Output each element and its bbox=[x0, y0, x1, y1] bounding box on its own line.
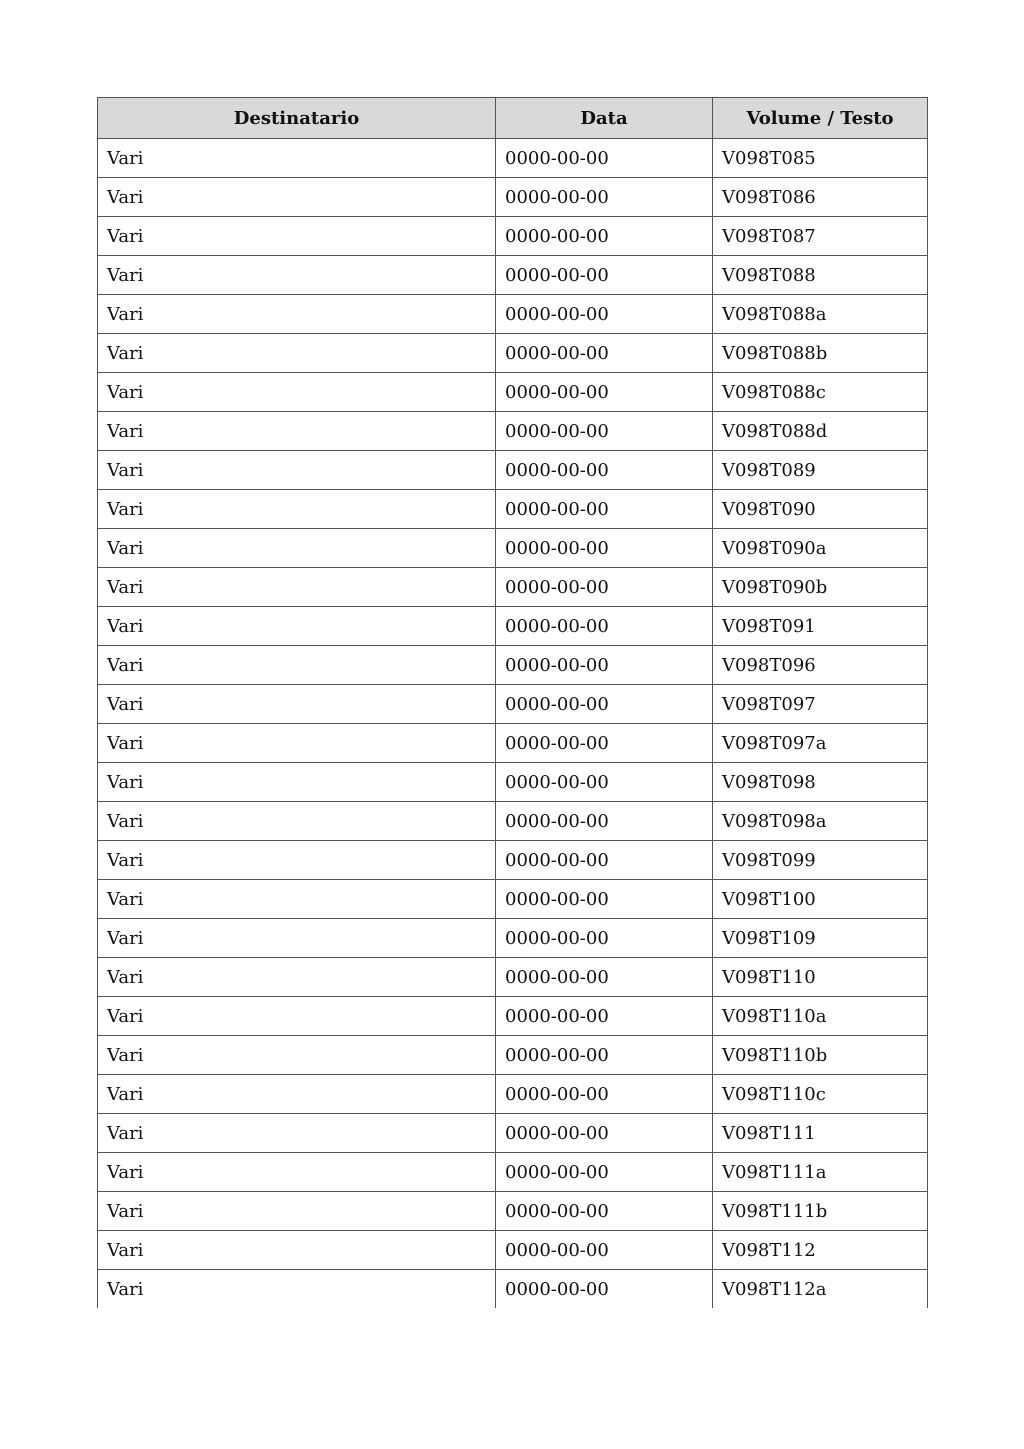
volume-text-cell: V098T098a bbox=[713, 802, 928, 841]
volume-text-cell: V098T098 bbox=[713, 763, 928, 802]
volume-text-cell: V098T087 bbox=[713, 217, 928, 256]
recipient-cell: Vari bbox=[98, 1192, 496, 1231]
volume-text-cell: V098T112a bbox=[713, 1270, 928, 1309]
date-cell: 0000-00-00 bbox=[496, 841, 713, 880]
table-row bbox=[98, 451, 928, 490]
date-cell: 0000-00-00 bbox=[496, 256, 713, 295]
volume-text-cell: V098T097 bbox=[713, 685, 928, 724]
recipient-cell: Vari bbox=[98, 841, 496, 880]
date-cell: 0000-00-00 bbox=[496, 1075, 713, 1114]
table-row bbox=[98, 919, 928, 958]
column-header-destinatario: Destinatario bbox=[98, 98, 496, 139]
volume-text-cell: V098T099 bbox=[713, 841, 928, 880]
header-row bbox=[98, 98, 928, 139]
date-cell: 0000-00-00 bbox=[496, 529, 713, 568]
table-row bbox=[98, 1270, 928, 1309]
date-cell: 0000-00-00 bbox=[496, 373, 713, 412]
table-row bbox=[98, 139, 928, 178]
volume-text-cell: V098T088c bbox=[713, 373, 928, 412]
table-row bbox=[98, 1231, 928, 1270]
volume-text-cell: V098T112 bbox=[713, 1231, 928, 1270]
date-cell: 0000-00-00 bbox=[496, 1192, 713, 1231]
table-row bbox=[98, 334, 928, 373]
volume-text-cell: V098T111b bbox=[713, 1192, 928, 1231]
table-body bbox=[98, 139, 928, 1309]
volume-text-cell: V098T086 bbox=[713, 178, 928, 217]
recipient-cell: Vari bbox=[98, 1270, 496, 1309]
recipient-cell: Vari bbox=[98, 919, 496, 958]
recipient-cell: Vari bbox=[98, 529, 496, 568]
date-cell: 0000-00-00 bbox=[496, 1153, 713, 1192]
recipient-cell: Vari bbox=[98, 490, 496, 529]
table-row bbox=[98, 880, 928, 919]
column-header-data: Data bbox=[496, 98, 713, 139]
volume-text-cell: V098T085 bbox=[713, 139, 928, 178]
recipient-cell: Vari bbox=[98, 139, 496, 178]
table-row bbox=[98, 217, 928, 256]
table-row bbox=[98, 490, 928, 529]
date-cell: 0000-00-00 bbox=[496, 334, 713, 373]
table-row bbox=[98, 529, 928, 568]
table-row bbox=[98, 1153, 928, 1192]
recipient-cell: Vari bbox=[98, 763, 496, 802]
date-cell: 0000-00-00 bbox=[496, 919, 713, 958]
recipient-cell: Vari bbox=[98, 568, 496, 607]
date-cell: 0000-00-00 bbox=[496, 724, 713, 763]
table-row bbox=[98, 1192, 928, 1231]
volume-text-cell: V098T088 bbox=[713, 256, 928, 295]
recipient-cell: Vari bbox=[98, 451, 496, 490]
volume-text-cell: V098T088b bbox=[713, 334, 928, 373]
volume-text-cell: V098T110 bbox=[713, 958, 928, 997]
table-row bbox=[98, 841, 928, 880]
volume-text-cell: V098T111 bbox=[713, 1114, 928, 1153]
recipient-cell: Vari bbox=[98, 334, 496, 373]
volume-text-cell: V098T090 bbox=[713, 490, 928, 529]
table-row bbox=[98, 178, 928, 217]
volume-text-cell: V098T109 bbox=[713, 919, 928, 958]
table-row bbox=[98, 412, 928, 451]
date-cell: 0000-00-00 bbox=[496, 1270, 713, 1309]
date-cell: 0000-00-00 bbox=[496, 997, 713, 1036]
recipient-cell: Vari bbox=[98, 295, 496, 334]
volume-text-cell: V098T100 bbox=[713, 880, 928, 919]
date-cell: 0000-00-00 bbox=[496, 880, 713, 919]
column-header-volume-testo: Volume / Testo bbox=[713, 98, 928, 139]
date-cell: 0000-00-00 bbox=[496, 1036, 713, 1075]
recipient-cell: Vari bbox=[98, 373, 496, 412]
recipient-cell: Vari bbox=[98, 724, 496, 763]
table-row bbox=[98, 568, 928, 607]
volume-text-cell: V098T110c bbox=[713, 1075, 928, 1114]
recipient-cell: Vari bbox=[98, 646, 496, 685]
table-row bbox=[98, 373, 928, 412]
table-row bbox=[98, 295, 928, 334]
volume-text-cell: V098T089 bbox=[713, 451, 928, 490]
table-row bbox=[98, 646, 928, 685]
volume-text-cell: V098T091 bbox=[713, 607, 928, 646]
recipient-cell: Vari bbox=[98, 1036, 496, 1075]
table-row bbox=[98, 1036, 928, 1075]
volume-text-cell: V098T088d bbox=[713, 412, 928, 451]
volume-text-cell: V098T096 bbox=[713, 646, 928, 685]
volume-text-cell: V098T088a bbox=[713, 295, 928, 334]
table-row bbox=[98, 1075, 928, 1114]
recipient-cell: Vari bbox=[98, 607, 496, 646]
recipient-cell: Vari bbox=[98, 1114, 496, 1153]
recipient-cell: Vari bbox=[98, 802, 496, 841]
recipient-cell: Vari bbox=[98, 685, 496, 724]
table-row bbox=[98, 763, 928, 802]
date-cell: 0000-00-00 bbox=[496, 178, 713, 217]
table-row bbox=[98, 724, 928, 763]
date-cell: 0000-00-00 bbox=[496, 802, 713, 841]
table-row bbox=[98, 958, 928, 997]
recipient-cell: Vari bbox=[98, 256, 496, 295]
date-cell: 0000-00-00 bbox=[496, 958, 713, 997]
volume-text-cell: V098T111a bbox=[713, 1153, 928, 1192]
letters-table bbox=[97, 97, 928, 1308]
date-cell: 0000-00-00 bbox=[496, 685, 713, 724]
table-row bbox=[98, 256, 928, 295]
table-row bbox=[98, 685, 928, 724]
recipient-cell: Vari bbox=[98, 217, 496, 256]
volume-text-cell: V098T097a bbox=[713, 724, 928, 763]
table-row bbox=[98, 1114, 928, 1153]
date-cell: 0000-00-00 bbox=[496, 646, 713, 685]
recipient-cell: Vari bbox=[98, 880, 496, 919]
date-cell: 0000-00-00 bbox=[496, 295, 713, 334]
date-cell: 0000-00-00 bbox=[496, 607, 713, 646]
date-cell: 0000-00-00 bbox=[496, 1114, 713, 1153]
volume-text-cell: V098T090a bbox=[713, 529, 928, 568]
table-row bbox=[98, 802, 928, 841]
table-row bbox=[98, 607, 928, 646]
recipient-cell: Vari bbox=[98, 958, 496, 997]
recipient-cell: Vari bbox=[98, 997, 496, 1036]
date-cell: 0000-00-00 bbox=[496, 568, 713, 607]
date-cell: 0000-00-00 bbox=[496, 217, 713, 256]
recipient-cell: Vari bbox=[98, 1075, 496, 1114]
recipient-cell: Vari bbox=[98, 1153, 496, 1192]
recipient-cell: Vari bbox=[98, 412, 496, 451]
table-header bbox=[98, 98, 928, 139]
volume-text-cell: V098T110b bbox=[713, 1036, 928, 1075]
date-cell: 0000-00-00 bbox=[496, 763, 713, 802]
table-row bbox=[98, 997, 928, 1036]
recipient-cell: Vari bbox=[98, 178, 496, 217]
volume-text-cell: V098T110a bbox=[713, 997, 928, 1036]
date-cell: 0000-00-00 bbox=[496, 1231, 713, 1270]
volume-text-cell: V098T090b bbox=[713, 568, 928, 607]
recipient-cell: Vari bbox=[98, 1231, 496, 1270]
date-cell: 0000-00-00 bbox=[496, 139, 713, 178]
date-cell: 0000-00-00 bbox=[496, 490, 713, 529]
date-cell: 0000-00-00 bbox=[496, 412, 713, 451]
date-cell: 0000-00-00 bbox=[496, 451, 713, 490]
